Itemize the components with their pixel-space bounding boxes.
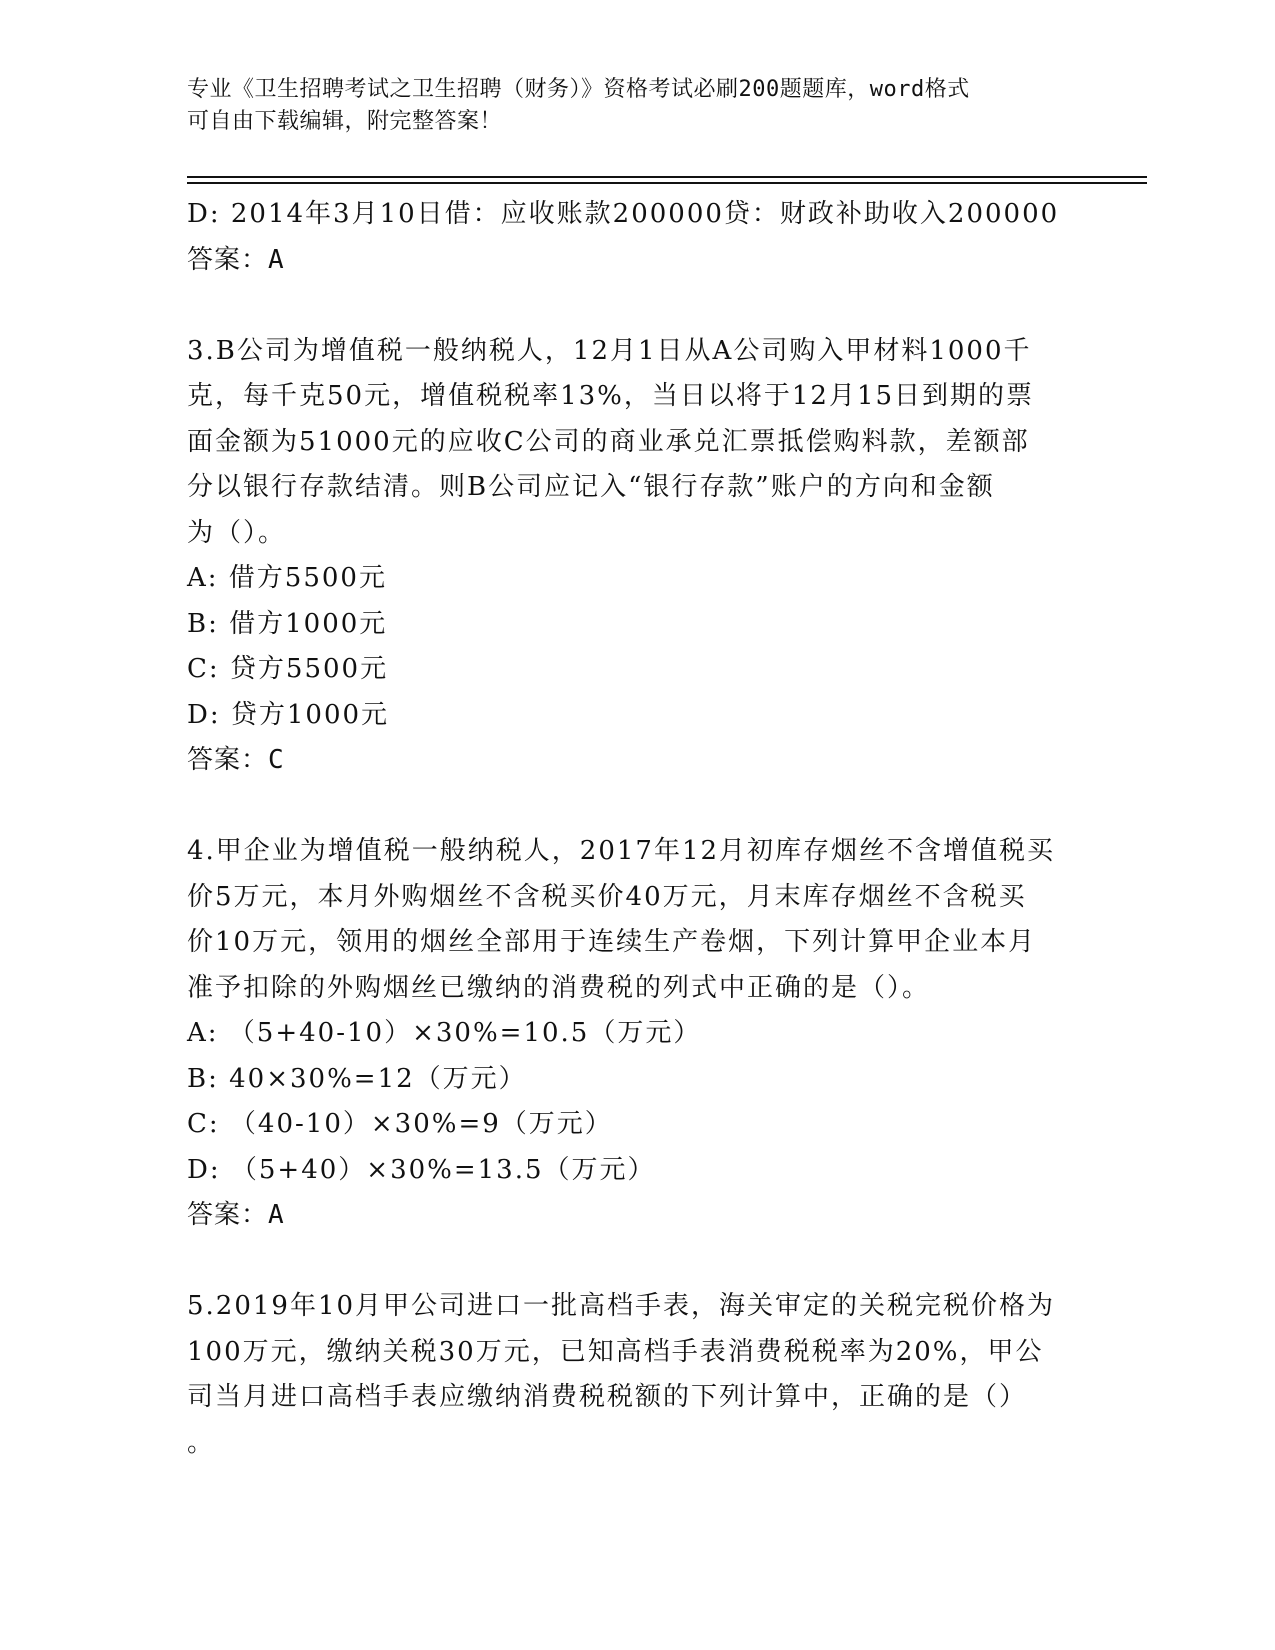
question-content [187,192,1087,1466]
q2-answer: 答案：A [187,244,285,275]
q3-stem-line: 克，每千克50元，增值税税率13%，当日以将于12月15日到期的票 [187,381,1035,411]
q3-stem-line: 分以银行存款结清。则B公司应记入“银行存款”账户的方向和金额 [187,472,995,502]
q4-option-b: B: 40×30%=12（万元） [187,1063,527,1094]
q3-stem-line: 面金额为51000元的应收C公司的商业承兑汇票抵偿购料款，差额部 [187,426,1030,457]
header-title-line-2: 可自由下载编辑，附完整答案！ [187,109,503,134]
q4-stem-line: 4.甲企业为增值税一般纳税人，2017年12月初库存烟丝不含增值税买 [187,836,1056,866]
q3-option-a: A: 借方5500元 [187,563,387,593]
header-title-line-1: 专业《卫生招聘考试之卫生招聘（财务）》资格考试必刷200题题库，word格式 [187,77,970,102]
q4-stem-line: 准予扣除的外购烟丝已缴纳的消费税的列式中正确的是（）。 [187,972,931,1003]
question-5 [187,1284,1087,1466]
question-4 [187,829,1087,1239]
q4-answer: 答案：A [187,1200,285,1230]
q4-option-c: C: （40-10）×30%=9（万元） [187,1109,613,1139]
q5-stem-line: 司当月进口高档手表应缴纳消费税税额的下列计算中，正确的是（） [187,1382,1028,1412]
q2-option-d: D: 2014年3月10日借：应收账款200000贷：财政补助收入200000 [187,199,1060,229]
q3-option-d: D: 贷方1000元 [187,699,390,730]
q4-stem-line: 价10万元，领用的烟丝全部用于连续生产卷烟，下列计算甲企业本月 [187,927,1037,957]
q3-option-b: B: 借方1000元 [187,608,388,639]
spacer [187,1239,1087,1285]
header-divider-bottom [187,182,1147,184]
q5-stem-line: 100万元，缴纳关税30万元，已知高档手表消费税税率为20%，甲公 [187,1336,1044,1367]
spacer [187,784,1087,830]
q5-stem-line: 5.2019年10月甲公司进口一批高档手表，海关审定的关税完税价格为 [187,1291,1056,1321]
page-header [187,74,1067,138]
spacer [187,283,1087,329]
q4-option-a: A: （5+40-10）×30%=10.5（万元） [187,1018,702,1048]
q3-answer: 答案：C [187,745,285,775]
q5-stem-line: 。 [187,1427,216,1458]
question-3 [187,329,1087,784]
q4-option-d: D: （5+40）×30%=13.5（万元） [187,1154,656,1185]
header-divider-top [187,176,1147,178]
q3-option-c: C: 贷方5500元 [187,654,389,684]
q4-stem-line: 价5万元，本月外购烟丝不含税买价40万元，月末库存烟丝不含税买 [187,881,1027,912]
q3-stem-line: 为（）。 [187,517,287,548]
q3-stem-line: 3.B公司为增值税一般纳税人，12月1日从A公司购入甲材料1000千 [187,335,1032,366]
